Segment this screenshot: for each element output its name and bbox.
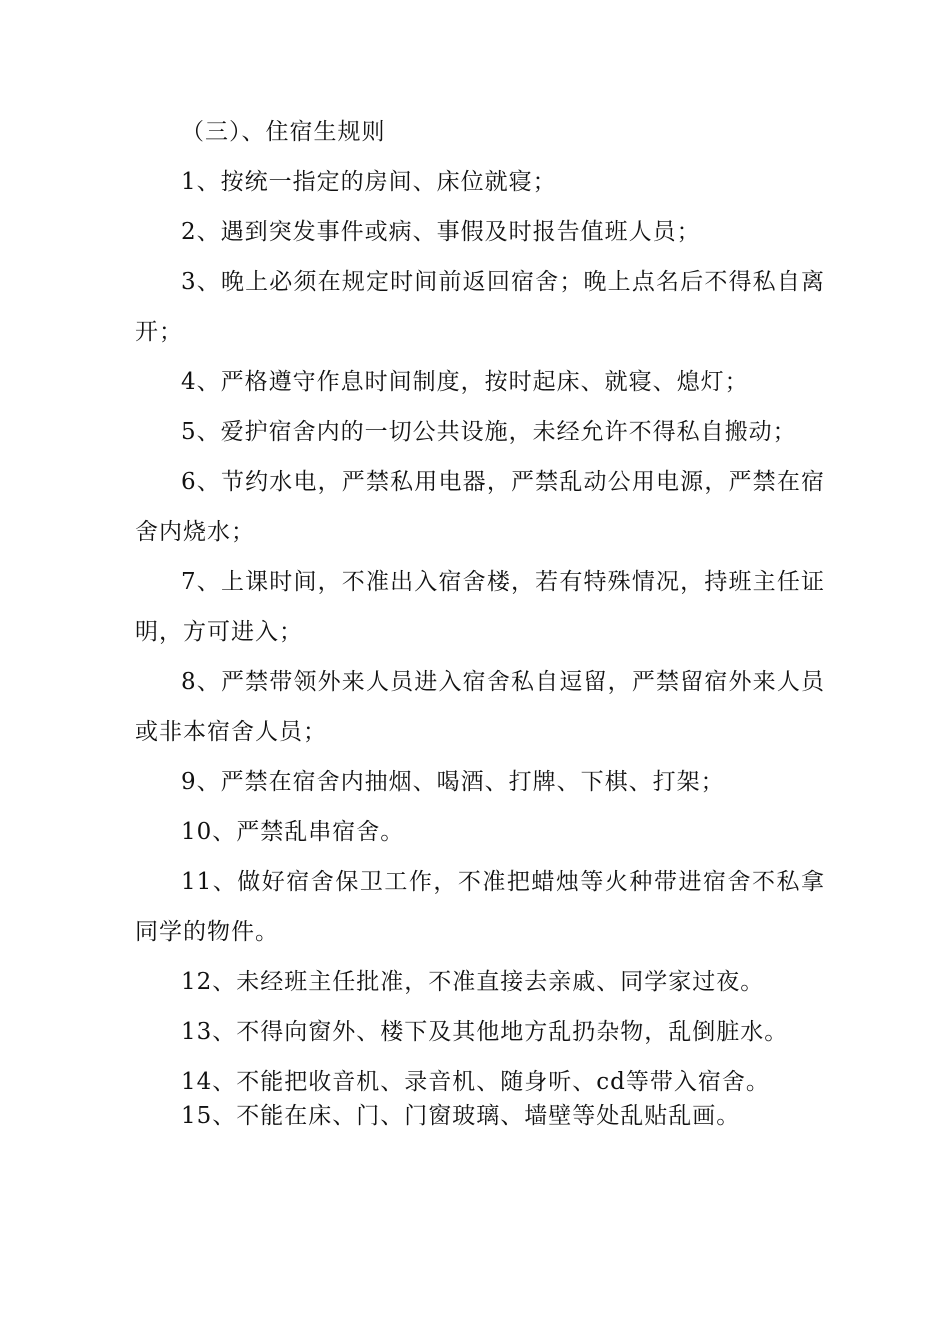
rule-item-3: 3、晚上必须在规定时间前返回宿舍；晚上点名后不得私自离开； <box>135 269 825 345</box>
rule-item-10: 10、严禁乱串宿舍。 <box>181 819 405 845</box>
rule-item-15: 15、不能在床、门、门窗玻璃、墙壁等处乱贴乱画。 <box>181 1103 741 1129</box>
rule-item-9: 9、严禁在宿舍内抽烟、喝酒、打牌、下棋、打架； <box>181 769 725 795</box>
section-heading: （三）、住宿生规则 <box>181 119 386 145</box>
rule-item-2: 2、遇到突发事件或病、事假及时报告值班人员； <box>181 219 701 245</box>
rule-item-13: 13、不得向窗外、楼下及其他地方乱扔杂物，乱倒脏水。 <box>181 1019 789 1045</box>
rule-item-11: 11、做好宿舍保卫工作，不准把蜡烛等火种带进宿舍不私拿同学的物件。 <box>135 869 825 945</box>
rule-item-5: 5、爱护宿舍内的一切公共设施，未经允许不得私自搬动； <box>181 419 797 445</box>
rule-item-6: 6、节约水电，严禁私用电器，严禁乱动公用电源，严禁在宿舍内烧水； <box>135 469 825 545</box>
rule-item-14: 14、不能把收音机、录音机、随身听、cd等带入宿舍。 <box>181 1069 770 1095</box>
rule-item-12: 12、未经班主任批准，不准直接去亲戚、同学家过夜。 <box>181 969 765 995</box>
rule-item-4: 4、严格遵守作息时间制度，按时起床、就寝、熄灯； <box>181 369 749 395</box>
rule-item-1: 1、按统一指定的房间、床位就寝； <box>181 169 557 195</box>
rule-item-8: 8、严禁带领外来人员进入宿舍私自逗留，严禁留宿外来人员或非本宿舍人员； <box>135 669 825 745</box>
rule-item-7: 7、上课时间，不准出入宿舍楼，若有特殊情况，持班主任证明，方可进入； <box>135 569 825 645</box>
